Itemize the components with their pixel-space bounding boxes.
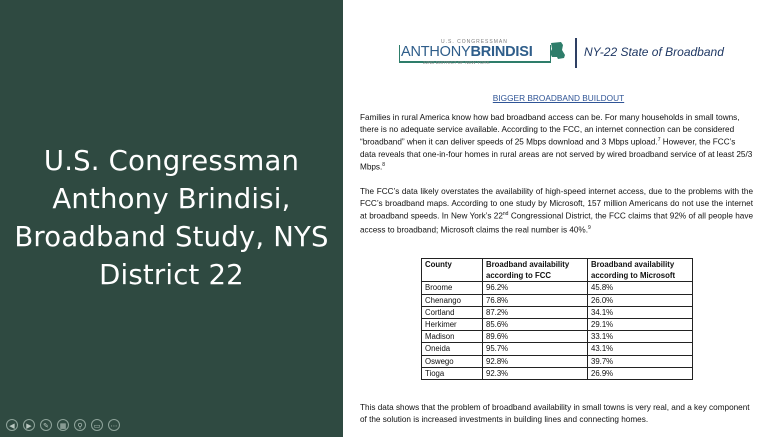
section-heading: BIGGER BROADBAND BUILDOUT bbox=[492, 93, 625, 103]
county-cell: Cortland bbox=[422, 306, 483, 318]
table-row bbox=[422, 319, 693, 331]
table-row bbox=[422, 355, 693, 367]
presenter-controls bbox=[6, 419, 120, 431]
fcc-cell: 92.3% bbox=[483, 367, 588, 379]
footnote-ref: 9 bbox=[588, 224, 591, 231]
paragraph-text: Families in rural America know how bad broadband access can be. For many households in small towns, there is no adequate service available. According to the FCC, an internet connection can be considered “broadband” when it can deliver speeds of 25 Mbps download and 3 Mbps upload. bbox=[360, 113, 740, 147]
header-divider bbox=[575, 38, 577, 68]
table-row bbox=[422, 367, 693, 379]
fcc-cell: 76.8% bbox=[483, 294, 588, 306]
county-cell: Oneida bbox=[422, 343, 483, 355]
logo-first-name: ANTHONY bbox=[401, 44, 471, 60]
zoom-icon[interactable]: ⚲ bbox=[74, 419, 86, 431]
county-cell: Herkimer bbox=[422, 319, 483, 331]
logo-small-text: U.S. CONGRESSMAN bbox=[441, 39, 508, 45]
slides-grid-icon[interactable]: ▦ bbox=[57, 419, 69, 431]
more-options-icon[interactable]: ⋯ bbox=[108, 419, 120, 431]
logo-tagline: 22ND DISTRICT OF NEW YORK bbox=[423, 60, 490, 65]
microsoft-cell: 26.9% bbox=[588, 367, 693, 379]
paragraph-text: Congressional District, the FCC claims that 92% of all people have access to broadband; Microsoft claims the real number is 40%. bbox=[360, 211, 753, 235]
header-title: NY-22 State of Broadband bbox=[584, 45, 724, 59]
footnote-ref: 7 bbox=[657, 137, 661, 144]
paragraph-rural-access bbox=[360, 112, 753, 173]
fcc-cell: 96.2% bbox=[483, 282, 588, 294]
column-header-county: County bbox=[422, 259, 483, 282]
table-row bbox=[422, 331, 693, 343]
fcc-cell: 89.6% bbox=[483, 331, 588, 343]
ordinal-suffix: nd bbox=[502, 211, 509, 218]
table-header-row bbox=[422, 259, 693, 282]
logo-last-name: BRINDISI bbox=[470, 44, 533, 60]
pen-icon[interactable]: ✎ bbox=[40, 419, 52, 431]
microsoft-cell: 39.7% bbox=[588, 355, 693, 367]
document-header bbox=[401, 36, 741, 70]
broadband-table bbox=[421, 258, 693, 380]
slide-left-panel bbox=[0, 0, 343, 437]
slide-title: U.S. Congressman Anthony Brindisi, Broadband Study, NYS District 22 bbox=[14, 145, 329, 291]
next-icon[interactable]: ▶ bbox=[23, 419, 35, 431]
footnote-ref: 8 bbox=[382, 162, 386, 169]
table-row bbox=[422, 282, 693, 294]
microsoft-cell: 43.1% bbox=[588, 343, 693, 355]
fcc-cell: 85.6% bbox=[483, 319, 588, 331]
paragraph-fcc-data bbox=[360, 186, 753, 236]
county-cell: Oswego bbox=[422, 355, 483, 367]
microsoft-cell: 29.1% bbox=[588, 319, 693, 331]
table-row bbox=[422, 343, 693, 355]
logo-name bbox=[401, 44, 533, 60]
table-row bbox=[422, 306, 693, 318]
county-cell: Chenango bbox=[422, 294, 483, 306]
county-cell: Madison bbox=[422, 331, 483, 343]
subtitles-icon[interactable]: ▭ bbox=[91, 419, 103, 431]
fcc-cell: 92.8% bbox=[483, 355, 588, 367]
county-cell: Broome bbox=[422, 282, 483, 294]
column-header-microsoft: Broadband availability according to Microsoft bbox=[588, 259, 693, 282]
paragraph-text: However, the FCC’s data reveals that one-in-four homes in rural areas are not served by wired broadband service of at least 25/3 Mbps. bbox=[360, 137, 753, 172]
microsoft-cell: 26.0% bbox=[588, 294, 693, 306]
microsoft-cell: 45.8% bbox=[588, 282, 693, 294]
fcc-cell: 87.2% bbox=[483, 306, 588, 318]
microsoft-cell: 33.1% bbox=[588, 331, 693, 343]
column-header-fcc: Broadband availability according to FCC bbox=[483, 259, 588, 282]
fcc-cell: 95.7% bbox=[483, 343, 588, 355]
paragraph-text: The FCC’s data likely overstates the availability of high-speed internet access, due to the problems with the FCC’s broadband maps. According to one study by Microsoft, 157 million Americans do not use the internet at broadband speeds. In New York’s 22 bbox=[360, 187, 753, 221]
new-york-state-icon bbox=[549, 41, 567, 61]
paragraph-conclusion: This data shows that the problem of broadband availability in small towns is very real, and a key component of the solution is increased investments in building lines and connecting homes. bbox=[360, 403, 750, 424]
previous-icon[interactable]: ◀ bbox=[6, 419, 18, 431]
document-page bbox=[343, 0, 774, 437]
microsoft-cell: 34.1% bbox=[588, 306, 693, 318]
table-row bbox=[422, 294, 693, 306]
county-cell: Tioga bbox=[422, 367, 483, 379]
